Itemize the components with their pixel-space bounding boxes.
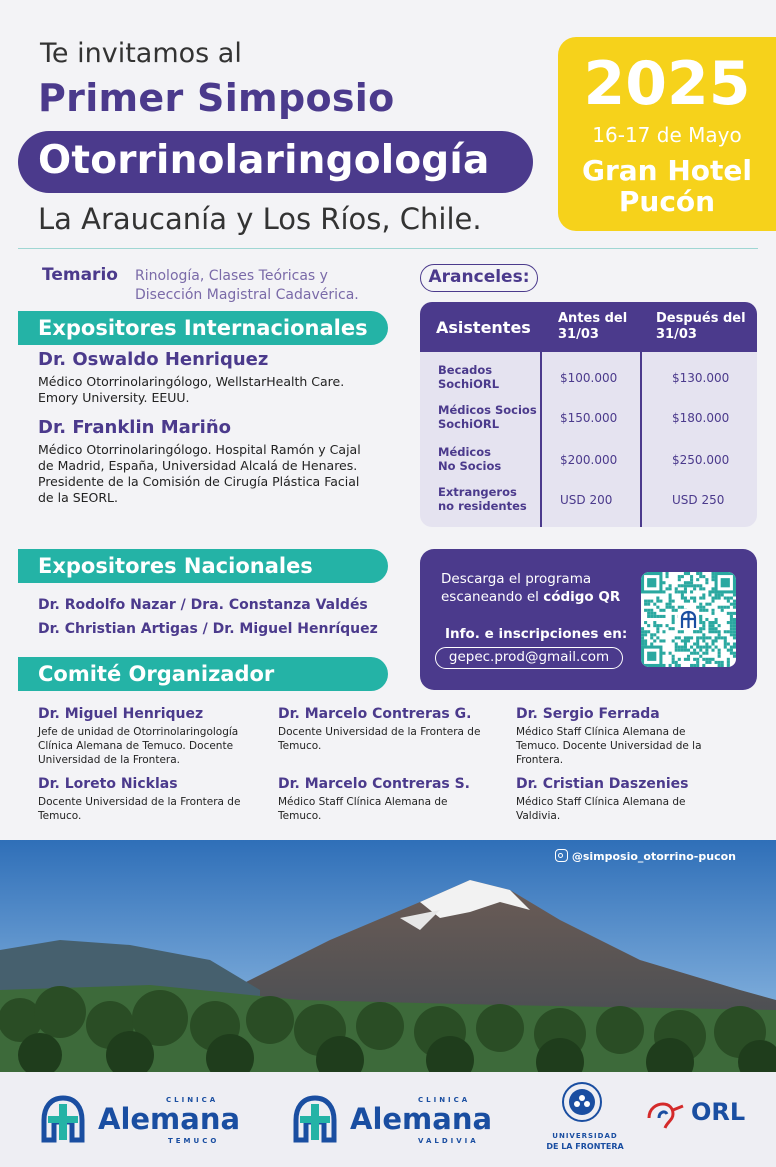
national-speakers-line1: Dr. Rodolfo Nazar / Dra. Constanza Valdés: [38, 597, 368, 613]
fee-before: USD 200: [560, 493, 613, 507]
fees-col-before-line2: 31/03: [558, 327, 599, 342]
member-name: Dr. Miguel Henriquez: [38, 706, 204, 722]
speaker-name: Dr. Oswaldo Henriquez: [38, 349, 269, 370]
logo2-small-text: CLINICA: [418, 1096, 471, 1104]
member-desc: [38, 725, 273, 767]
volcano-photo: [0, 840, 776, 1072]
logo1-name: Alemana: [98, 1102, 241, 1136]
member-desc-line: Frontera.: [516, 754, 564, 766]
email-link[interactable]: gepec.prod@gmail.com: [435, 647, 623, 669]
fees-col-after-line1: Después del: [656, 311, 746, 326]
speaker-1: [38, 349, 398, 406]
fee-row-label: [438, 485, 527, 513]
title-line1: Primer Simposio: [38, 76, 395, 120]
program-line2-bold: código QR: [543, 589, 621, 605]
temario-text: [135, 267, 359, 305]
member-desc-line: Universidad de la Frontera.: [38, 754, 180, 766]
fee-row-label: [438, 403, 537, 431]
member-desc: [278, 795, 513, 823]
committee-heading: Comité Organizador: [18, 657, 388, 691]
speaker-name: Dr. Franklin Mariño: [38, 417, 232, 438]
member-desc-line: Médico Staff Clínica Alemana de: [278, 796, 448, 808]
clinica-alemana-icon: [38, 1094, 88, 1144]
fee-after: USD 250: [672, 493, 725, 507]
speaker-desc-line: Emory University. EEUU.: [38, 390, 190, 405]
member-desc: [278, 725, 513, 753]
sponsor-logos: [0, 1072, 776, 1167]
instagram-handle[interactable]: [555, 849, 736, 863]
logo3-line1: UNIVERSIDAD: [552, 1132, 618, 1140]
member-desc: [516, 725, 751, 767]
fee-before: $200.000: [560, 453, 618, 467]
region-text: La Araucanía y Los Ríos, Chile.: [38, 202, 482, 236]
table-row: [420, 362, 757, 402]
program-line1: Descarga el programa: [441, 571, 592, 587]
info-label: Info. e inscripciones en:: [445, 626, 628, 642]
member-desc-line: Temuco. Docente Universidad de la: [516, 740, 702, 752]
fee-row-label-line1: Médicos: [438, 445, 491, 459]
fee-row-label: [438, 363, 499, 391]
instagram-icon: [555, 849, 568, 862]
logo1-city: TEMUCO: [168, 1137, 220, 1145]
member-desc-line: Jefe de unidad de Otorrinolaringología: [38, 726, 239, 738]
fee-before: $150.000: [560, 411, 618, 425]
speaker-2: [38, 417, 408, 506]
member-name: Dr. Marcelo Contreras G.: [278, 706, 472, 722]
fee-row-label-line2: No Socios: [438, 459, 502, 473]
clinica-alemana-valdivia-logo: [290, 1094, 515, 1144]
clinica-alemana-icon: [290, 1094, 340, 1144]
committee-member: [278, 706, 513, 753]
fees-label: Aranceles:: [420, 264, 538, 292]
university-crest-icon: [560, 1080, 604, 1124]
member-name: Dr. Marcelo Contreras S.: [278, 776, 471, 792]
qr-code-image: [641, 572, 736, 667]
member-name: Dr. Cristian Daszenies: [516, 776, 689, 792]
member-desc: [38, 795, 273, 823]
speaker-desc-line: Médico Otorrinolaringólogo, WellstarHealth Care.: [38, 374, 345, 389]
orl-logo: [643, 1096, 763, 1146]
instagram-handle-text: @simposio_otorrino-pucon: [571, 850, 736, 863]
member-desc-line: Valdivia.: [516, 810, 561, 822]
member-name: Dr. Sergio Ferrada: [516, 706, 660, 722]
table-row: [420, 444, 757, 484]
fees-col-before: [558, 311, 627, 343]
fees-col-attendees: Asistentes: [436, 318, 531, 337]
logo2-city: VALDIVIA: [418, 1137, 479, 1145]
national-speakers-heading: Expositores Nacionales: [18, 549, 388, 583]
fees-col-before-line1: Antes del: [558, 311, 628, 326]
committee-member: [516, 706, 751, 767]
logo2-name: Alemana: [350, 1102, 493, 1136]
member-desc-line: Médico Staff Clínica Alemana de: [516, 726, 686, 738]
universidad-frontera-logo: [540, 1080, 630, 1160]
divider: [18, 248, 758, 249]
intro-text: Te invitamos al: [40, 38, 242, 69]
member-name: Dr. Loreto Nicklas: [38, 776, 178, 792]
event-year: 2025: [583, 49, 751, 119]
committee-member: [278, 776, 513, 823]
logo3-line2: DE LA FRONTERA: [546, 1142, 624, 1151]
fees-table: [420, 302, 757, 527]
orl-ear-icon: [643, 1100, 687, 1136]
member-desc-line: Temuco.: [38, 810, 82, 822]
member-desc-line: Médico Staff Clínica Alemana de: [516, 796, 686, 808]
fee-after: $130.000: [672, 371, 730, 385]
fee-row-label-line2: no residentes: [438, 499, 527, 513]
member-desc-line: Temuco.: [278, 740, 322, 752]
event-dates: 16-17 de Mayo: [592, 123, 742, 147]
speaker-desc-line: Médico Otorrinolaringólogo. Hospital Ramón y Cajal: [38, 442, 361, 457]
title-line2: Otorrinolaringología: [38, 138, 490, 183]
qr-code[interactable]: [641, 572, 736, 667]
committee-member: [38, 776, 273, 823]
program-line2: [441, 589, 620, 605]
table-row: [420, 484, 757, 524]
speaker-desc-line: Presidente de la Comisión de Cirugía Plástica Facial: [38, 474, 360, 489]
fees-col-after: [656, 311, 746, 343]
volcano-landscape-image: [0, 840, 776, 1072]
member-desc-line: Clínica Alemana de Temuco. Docente: [38, 740, 234, 752]
event-box: [558, 37, 776, 231]
member-desc: [516, 795, 751, 823]
event-venue-line2: Pucón: [618, 185, 716, 218]
table-row: [420, 402, 757, 442]
logo4-text: ORL: [691, 1098, 746, 1126]
committee-member: [38, 706, 273, 767]
temario-label: Temario: [42, 265, 118, 285]
fee-row-label-line1: Médicos Socios: [438, 403, 537, 417]
fee-row-label: [438, 445, 501, 473]
member-desc-line: Docente Universidad de la Frontera de: [278, 726, 481, 738]
fees-table-header: [420, 302, 757, 352]
member-desc-line: Docente Universidad de la Frontera de: [38, 796, 241, 808]
speaker-desc-line: de la SEORL.: [38, 490, 118, 505]
speaker-desc: [38, 442, 408, 506]
speaker-desc-line: de Madrid, España, Universidad Alcalá de Henares.: [38, 458, 358, 473]
temario-line2: Disección Magistral Cadavérica.: [135, 287, 359, 303]
speaker-desc: [38, 374, 398, 406]
intl-speakers-heading: Expositores Internacionales: [18, 311, 388, 345]
temario-line1: Rinología, Clases Teóricas y: [135, 268, 328, 284]
event-venue-line1: Gran Hotel: [581, 154, 752, 187]
logo1-small-text: CLINICA: [166, 1096, 219, 1104]
program-box: [420, 549, 757, 690]
clinica-alemana-temuco-logo: [38, 1094, 263, 1144]
fee-after: $250.000: [672, 453, 730, 467]
program-line2-prefix: escaneando el: [441, 589, 544, 605]
fee-before: $100.000: [560, 371, 618, 385]
national-speakers-line2: Dr. Christian Artigas / Dr. Miguel Henríquez: [38, 621, 378, 637]
fee-row-label-line2: SochiORL: [438, 377, 500, 391]
fee-row-label-line1: Extrangeros: [438, 485, 517, 499]
fee-row-label-line2: SochiORL: [438, 417, 500, 431]
fee-after: $180.000: [672, 411, 730, 425]
member-desc-line: Temuco.: [278, 810, 322, 822]
fee-row-label-line1: Becados: [438, 363, 493, 377]
fees-col-after-line2: 31/03: [656, 327, 697, 342]
committee-member: [516, 776, 751, 823]
